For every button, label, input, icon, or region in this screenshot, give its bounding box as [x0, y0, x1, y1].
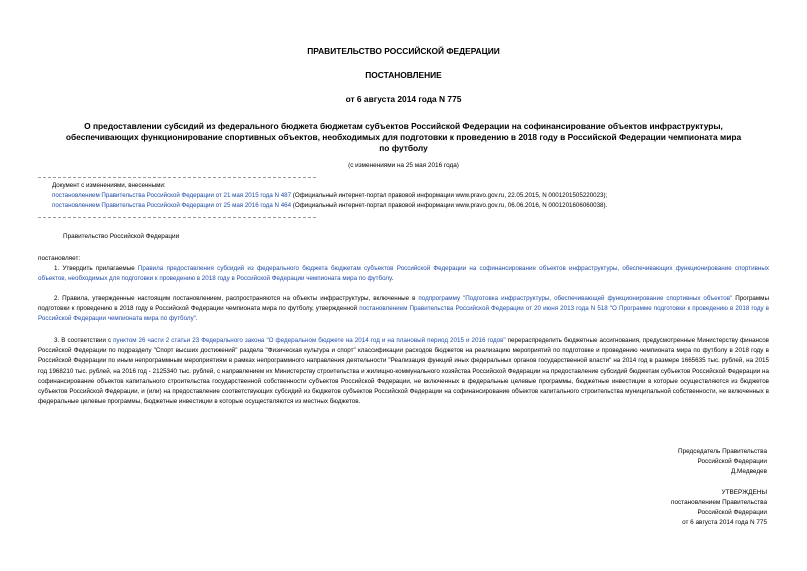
document-type: ПОСТАНОВЛЕНИЕ	[365, 70, 442, 80]
paragraph-1-text: 1. Утвердить прилагаемые	[54, 265, 138, 272]
change-item	[52, 191, 607, 201]
resolves-label: постановляет:	[38, 255, 81, 262]
document-title	[20, 121, 787, 154]
change-link[interactable]: постановлением Правительства Российской Федерации от 25 мая 2016 года N 464	[52, 202, 292, 209]
signature-name: Д.Медведев	[730, 468, 767, 475]
amendment-note: (с изменениями на 25 мая 2016 года)	[348, 162, 459, 169]
title-line-2: обеспечивающих функционирование спортивных объектов, необходимых для подготовки к проведению в 2018 году в Российской Федерации чемпионата мира	[65, 132, 742, 142]
government-label: Правительство Российской Федерации	[63, 233, 180, 240]
government-heading: ПРАВИТЕЛЬСТВО РОССИЙСКОЙ ФЕДЕРАЦИИ	[307, 46, 500, 56]
title-line-1: О предоставлении субсидий из федерального бюджета бюджетам субъектов Российской Федерации на софинансирование объектов инфраструктуры,	[84, 121, 723, 131]
change-item	[52, 201, 607, 211]
divider-top	[38, 177, 316, 178]
change-source: (Официальный интернет-портал правовой информации www.pravo.gov.ru, 22.05.2015, N 0001201505220023);	[291, 192, 608, 199]
changes-intro: Документ с изменениями, внесенными:	[52, 182, 166, 189]
approved-by: постановлением Правительства	[671, 499, 767, 506]
paragraph-3	[38, 336, 769, 407]
federal-law-link[interactable]: пунктом 26 части 2 статьи 23 Федерального закона "О федеральном бюджете на 2014 год и на плановый период 2015 и 2016 годов"	[113, 337, 506, 344]
paragraph-2-end: .	[195, 315, 198, 323]
paragraph-1-end: .	[391, 275, 394, 283]
title-line-3: по футболу	[379, 143, 428, 153]
paragraph-2-mid: Программы подготовки к проведению в 2018 году в Российской Федерации чемпионата мира по футболу, утвержденной	[38, 295, 769, 313]
rules-link[interactable]: Правила предоставления субсидий из федерального бюджета бюджетам субъектов Российской Федерации на софинансирование объектов инфраструктуры, обеспечивающих функционирование спортивных объектов, необходимых для подготовки к проведению в 2018 году в Российской Федерации чемпионата мира по футболу	[38, 265, 769, 283]
approved-block	[671, 488, 767, 528]
subprogram-link[interactable]: подпрограмму "Подготовка инфраструктуры, обеспечивающей функционирование спортивных объектов"	[418, 295, 733, 302]
resolution-518-link[interactable]: постановлением Правительства Российской Федерации от 20 июня 2013 года N 518 "О Программе подготовки к проведению в 2018 году в Российской Федерации чемпионата мира по футболу"	[38, 305, 769, 323]
paragraph-2	[38, 294, 769, 325]
paragraph-3-text: 3. В соответствии с	[54, 337, 114, 344]
paragraph-3-body: перераспределить бюджетные ассигнования, предусмотренные Министерству финансов Российской Федерации по подразделу "Спорт высших достижений" раздела "Физическая культура и спорт" классификации расходов бюджетов на реализацию мероприятий по подготовке и проведению чемпионата мира по футболу в 2018 году в Российской Федерации по иным непрограммным мероприятиям в рамках непрограммного направления деятельности "Реализация функций иных федеральных органов государственной власти" на 2014 год в размере 1665635 тыс. рублей, на 2015 год 1968210 тыс. рублей, на 2016 год - 2125340 тыс. рублей, с направлением их Министерству строительства и жилищно-коммунального хозяйства Российской Федерации на предоставление субсидий бюджетам субъектов Российской Федерации на софинансирование объектов капитального строительства государственной собственности субъектов Российской Федерации, не включенных в федеральные целевые программы, бюджетные инвестиции в которые осуществляются из бюджетов субъектов Российской Федерации, и (или) на предоставление соответствующих субсидий из бюджетов субъектов Российской Федерации на софинансирование объектов капитального строительства муниципальной собственности, не включенных в федеральные целевые программы, бюджетные инвестиции в которые осуществляются из местных бюджетов.	[38, 337, 769, 406]
signature-position: Председатель Правительства	[678, 448, 767, 455]
signature-country: Российской Федерации	[697, 458, 767, 465]
change-source: (Официальный интернет-портал правовой информации www.pravo.gov.ru, 06.06.2016, N 0001201606060038).	[291, 202, 608, 209]
paragraph-2-text: 2. Правила, утвержденные настоящим постановлением, распространяются на объекты инфраструктуры, включенные в	[54, 295, 419, 302]
approved-date: от 6 августа 2014 года N 775	[682, 519, 767, 526]
divider-bottom	[38, 217, 316, 218]
signature-block	[678, 447, 767, 477]
approved-heading: УТВЕРЖДЕНЫ	[721, 489, 767, 496]
change-link[interactable]: постановлением Правительства Российской Федерации от 21 мая 2015 года N 487	[52, 192, 292, 199]
document-date-number: от 6 августа 2014 года N 775	[345, 94, 462, 104]
paragraph-1	[38, 264, 769, 284]
approved-country: Российской Федерации	[697, 509, 767, 516]
